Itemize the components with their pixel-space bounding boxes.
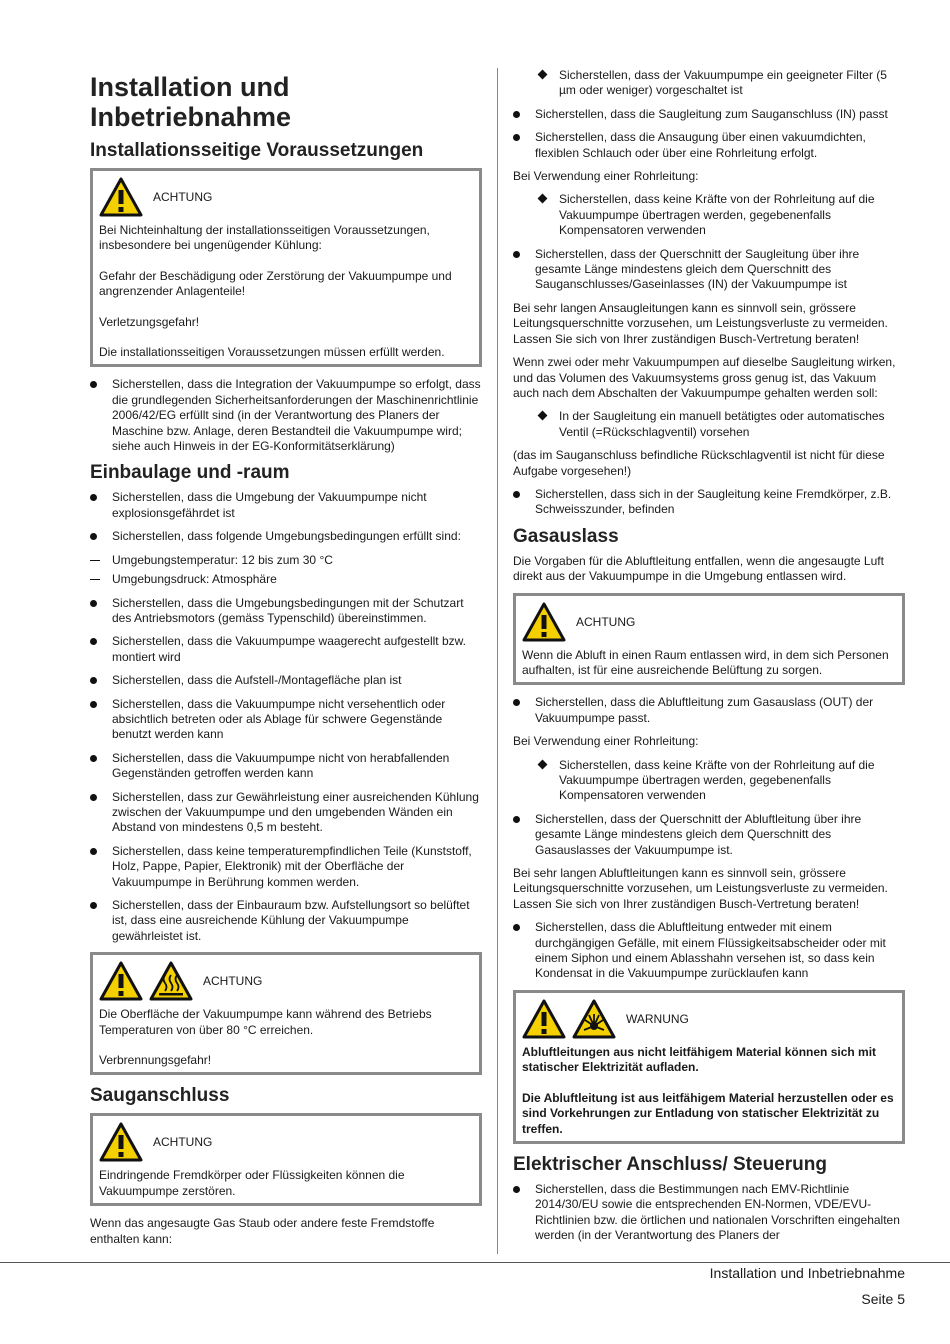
column-divider <box>497 68 498 1254</box>
warning-text: Abluftleitungen aus nicht leitfähigem Material können sich mit statischer Elektrizität aufladen. <box>522 1044 877 1075</box>
bullet-icon <box>90 677 97 684</box>
warning-triangle-icon <box>99 961 143 1001</box>
dash-list-item: Umgebungsdruck: Atmosphäre <box>90 572 482 587</box>
list-item: Sicherstellen, dass die Umgebung der Vakuumpumpe nicht explosionsgefährdet ist <box>90 490 482 521</box>
caution-text: Gefahr der Beschädigung oder Zerstörung der Vakuumpumpe und angrenzender Anlagenteile! <box>99 268 452 299</box>
list-item: Sicherstellen, dass die Vakuumpumpe nicht versehentlich oder absichtlich betreten oder als Ablage für schwere Gegenstände benutzt werden kann <box>90 697 482 743</box>
paragraph: Bei sehr langen Abluftleitungen kann es sinnvoll sein, grössere Leitungsquerschnitte vorzusehen, um Leistungsverluste zu vermeiden. Lassen Sie sich von Ihrer zuständigen Busch-Vertretung beraten! <box>513 866 888 911</box>
diamond-bullet-icon <box>538 411 548 421</box>
heading-prerequisites: Installationsseitige Voraussetzungen <box>90 140 424 161</box>
right-column <box>513 68 905 1252</box>
page-number: Seite 5 <box>861 1291 905 1307</box>
paragraph: Bei Verwendung einer Rohrleitung: <box>513 734 699 749</box>
list-item: Sicherstellen, dass keine temperaturempfindlichen Teile (Kunststoff, Holz, Pappe, Papier, Elektronik) mit der Oberfläche der Vakuumpumpe in Berührung kommen werden. <box>90 844 482 890</box>
caution-box-prerequisites <box>90 168 482 367</box>
heading-suction-connection: Sauganschluss <box>90 1085 230 1107</box>
bullet-icon <box>513 111 520 118</box>
caution-box-ventilation <box>513 593 905 686</box>
bullet-icon <box>513 816 520 823</box>
heading-gas-outlet: Gasauslass <box>513 525 619 547</box>
list-item: Sicherstellen, dass die Umgebungsbedingungen mit der Schutzart des Antriebsmotors (gemäss Typenschild) übereinstimmen. <box>90 596 482 627</box>
list-item: Sicherstellen, dass die Ansaugung über einen vakuumdichten, flexiblen Schlauch oder über eine Rohrleitung erfolgt. <box>513 130 905 161</box>
caution-text: Wenn die Abluft in einen Raum entlassen wird, in dem sich Personen aufhalten, ist für eine ausreichende Belüftung zu sorgen. <box>522 647 889 677</box>
list-item: Sicherstellen, dass zur Gewährleistung einer ausreichenden Kühlung zwischen der Vakuumpumpe und den umgebenden Wänden ein Abstand von mindestens 0,5 m besteht. <box>90 790 482 836</box>
heading-installation-location: Einbaulage und -raum <box>90 462 290 484</box>
caution-text: Die installationsseitigen Voraussetzungen müssen erfüllt werden. <box>99 345 445 360</box>
sub-list-item: In der Saugleitung ein manuell betätigtes oder automatisches Ventil (=Rückschlagventil) vorsehen <box>513 409 905 440</box>
list-item: Sicherstellen, dass sich in der Saugleitung keine Fremdkörper, z.B. Schweisszunder, befinden <box>513 487 905 518</box>
list-item: Sicherstellen, dass folgende Umgebungsbedingungen erfüllt sind: <box>90 529 482 544</box>
dash-icon <box>90 560 100 561</box>
sub-list-item: Sicherstellen, dass keine Kräfte von der Rohrleitung auf die Vakuumpumpe übertragen werden, gegebenenfalls Kompensatoren verwenden <box>513 758 905 804</box>
warning-triangle-icon <box>522 999 566 1039</box>
caution-text: Die Oberfläche der Vakuumpumpe kann während des Betriebs Temperaturen von über 80 °C erreichen. <box>99 1007 432 1037</box>
list-item: Sicherstellen, dass der Einbauraum bzw. Aufstellungsort so belüftet ist, dass eine ausreichende Kühlung der Vakuumpumpe gewährleistet ist. <box>90 898 482 944</box>
caution-label: ACHTUNG <box>153 1135 213 1150</box>
page-title: Installation und Inbetriebnahme <box>90 72 292 132</box>
caution-text: Verletzungsgefahr! <box>99 314 200 329</box>
bullet-icon <box>90 902 97 909</box>
bullet-icon <box>90 494 97 501</box>
sub-list-item: Sicherstellen, dass der Vakuumpumpe ein geeigneter Filter (5 µm oder weniger) vorgeschaltet ist <box>513 68 905 99</box>
list-item: Sicherstellen, dass die Aufstell-/Montagefläche plan ist <box>90 673 482 688</box>
list-item: Sicherstellen, dass die Abluftleitung zum Gasauslass (OUT) der Vakuumpumpe passt. <box>513 695 905 726</box>
list-item: Sicherstellen, dass die Bestimmungen nach EMV-Richtlinie 2014/30/EU sowie die entsprechenden EN-Normen, VDE/EVU-Richtlinien bzw. die örtlichen und nationalen Vorschriften eingehalten werden (in der Verantwortung des Planers der <box>513 1182 905 1244</box>
dash-icon <box>90 579 100 580</box>
caution-label: ACHTUNG <box>576 614 636 629</box>
caution-text: Eindringende Fremdkörper oder Flüssigkeiten können die Vakuumpumpe zerstören. <box>99 1168 405 1198</box>
diamond-bullet-icon <box>538 759 548 769</box>
list-item: Sicherstellen, dass die Integration der Vakuumpumpe so erfolgt, dass die grundlegenden Sicherheitsanforderungen der Maschinenrichtlinie 2006/42/EG erfüllt sind (in der Verantwortung des Planers der Maschine bzw. Anlage, deren Bestandteil die Vakuumpumpe wird; siehe auch Hinweis in der EG-Konformitätserklärung) <box>90 377 482 454</box>
caution-text: Verbrennungsgefahr! <box>99 1053 212 1068</box>
warning-triangle-icon <box>522 602 566 642</box>
list-item: Sicherstellen, dass die Vakuumpumpe nicht von herabfallenden Gegenständen getroffen werden kann <box>90 751 482 782</box>
warning-label: WARNUNG <box>626 1011 689 1026</box>
bullet-icon <box>90 848 97 855</box>
warning-box-static <box>513 990 905 1144</box>
list-item: Sicherstellen, dass die Abluftleitung entweder mit einem durchgängigen Gefälle, mit einem Flüssigkeitsabscheider oder mit einem Siphon und einem Ablasshahn versehen ist, so dass kein Kondensat in die Vakuumpumpe zurücklaufen kann <box>513 920 905 982</box>
bullet-icon <box>513 251 520 258</box>
left-column <box>90 68 482 1255</box>
bullet-icon <box>90 638 97 645</box>
paragraph: Bei Verwendung einer Rohrleitung: <box>513 169 699 184</box>
diamond-bullet-icon <box>538 194 548 204</box>
warning-triangle-icon <box>99 177 143 217</box>
footer-title: Installation und Inbetriebnahme <box>709 1265 905 1281</box>
bullet-icon <box>513 699 520 706</box>
caution-label: ACHTUNG <box>153 190 213 204</box>
bullet-icon <box>513 491 520 498</box>
bullet-icon <box>90 794 97 801</box>
paragraph: (das im Sauganschluss befindliche Rückschlagventil ist nicht für diese Aufgabe vorgesehen!) <box>513 448 885 478</box>
sub-list-item: Sicherstellen, dass keine Kräfte von der Rohrleitung auf die Vakuumpumpe übertragen werden, gegebenenfalls Kompensatoren verwenden <box>513 192 905 238</box>
explosion-icon <box>572 999 616 1039</box>
list-item: Sicherstellen, dass die Saugleitung zum Sauganschluss (IN) passt <box>513 107 905 122</box>
bullet-icon <box>90 701 97 708</box>
list-item: Sicherstellen, dass die Vakuumpumpe waagerecht aufgestellt bzw. montiert wird <box>90 634 482 665</box>
heading-electrical-connection: Elektrischer Anschluss/ Steuerung <box>513 1153 827 1175</box>
dash-list-item: Umgebungstemperatur: 12 bis zum 30 °C <box>90 553 482 568</box>
paragraph: Wenn zwei oder mehr Vakuumpumpen auf dieselbe Saugleitung wirken, und das Volumen des Vakuumsystems gross genug ist, das Vakuum auch nach dem Abschalten der Vakuumpumpe gehalten werden soll: <box>513 355 896 400</box>
list-item: Sicherstellen, dass der Querschnitt der Saugleitung über ihre gesamte Länge mindestens gleich dem Querschnitt des Sauganschlusses/Gaseinlasses (IN) der Vakuumpumpe ist <box>513 247 905 293</box>
bullet-icon <box>90 755 97 762</box>
bullet-icon <box>513 1186 520 1193</box>
warning-text: Die Abluftleitung ist aus leitfähigem Material herzustellen oder es sind Vorkehrungen zur Entladung von statischer Elektrizität zu treffen. <box>522 1090 894 1136</box>
diamond-bullet-icon <box>538 70 548 80</box>
bullet-icon <box>513 134 520 141</box>
bullet-icon <box>90 381 97 388</box>
caution-box-foreign-objects <box>90 1113 482 1206</box>
warning-triangle-icon <box>99 1122 143 1162</box>
paragraph: Wenn das angesaugte Gas Staub oder andere feste Fremdstoffe enthalten kann: <box>90 1216 435 1246</box>
bullet-icon <box>90 533 97 540</box>
hot-surface-icon <box>149 961 193 1001</box>
list-item: Sicherstellen, dass der Querschnitt der Abluftleitung über ihre gesamte Länge mindestens gleich dem Querschnitt des Gasauslasses der Vakuumpumpe ist. <box>513 812 905 858</box>
caution-box-hot-surface <box>90 952 482 1075</box>
bullet-icon <box>90 600 97 607</box>
caution-text: Bei Nichteinhaltung der installationsseitigen Voraussetzungen, insbesondere bei ungenügender Kühlung: <box>99 223 430 253</box>
footer-rule <box>0 1262 950 1263</box>
bullet-icon <box>513 924 520 931</box>
caution-label: ACHTUNG <box>203 974 263 989</box>
paragraph: Bei sehr langen Ansaugleitungen kann es sinnvoll sein, grössere Leitungsquerschnitte vorzusehen, um Leistungsverluste zu vermeiden. Lassen Sie sich von Ihrer zuständigen Busch-Vertretung beraten! <box>513 300 888 346</box>
paragraph: Die Vorgaben für die Abluftleitung entfallen, wenn die angesaugte Luft direkt aus der Vakuumpumpe in die Umgebung entlassen wird. <box>513 553 884 584</box>
